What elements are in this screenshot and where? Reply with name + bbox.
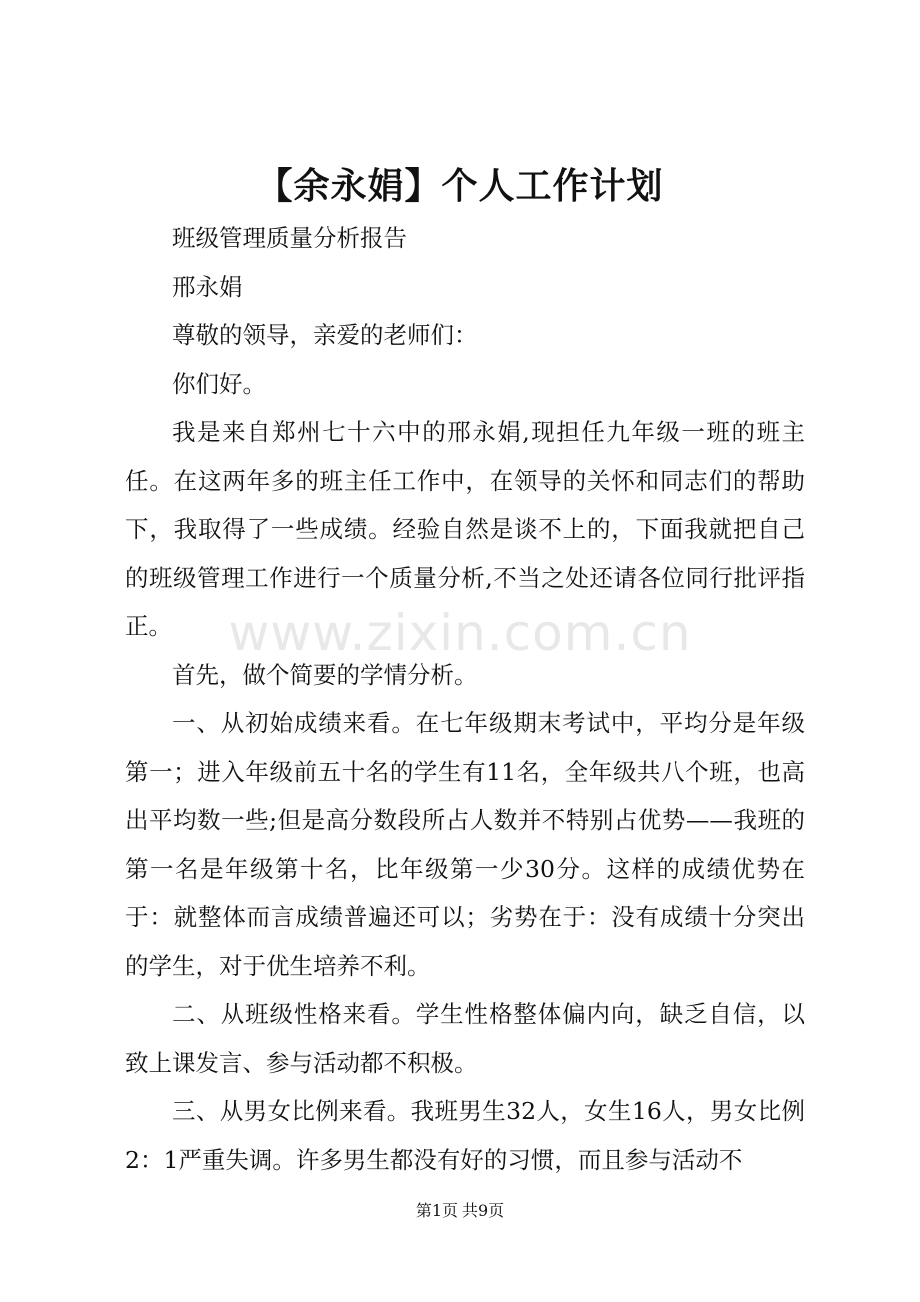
greeting: 你们好。 [172,369,266,398]
page-total: 共9页 [462,1201,505,1220]
page-number: 第1页 [415,1201,458,1220]
body-paragraph: 一、从初始成绩来看。在七年级期末考试中，平均分是年级第一；进入年级前五十名的学生有11名，全年级共八个班，也高出平均数一些;但是高分数段所占人数并不特别占优势——我班的第一名是年级第十名，比年级第一少30分。这样的成绩优势在于：就整体而言成绩普遍还可以；劣势在于：没有成绩十分突出的学生，对于优生培养不利。 [125,709,805,980]
document-title: 【余永娟】个人工作计划 [256,165,664,207]
body-paragraph: 三、从男女比例来看。我班男生32人，女生16人，男女比例2：1严重失调。许多男生都没有好的习惯，而且参与活动不 [125,1097,805,1174]
document-body [125,214,805,1184]
salutation: 尊敬的领导，亲爱的老师们： [172,321,478,349]
page-footer [0,1199,920,1223]
watermark: www.zixin.com.cn [228,604,692,662]
report-heading: 班级管理质量分析报告 [172,224,407,252]
body-paragraph: 二、从班级性格来看。学生性格整体偏内向，缺乏自信，以致上课发言、参与活动都不积极。 [125,1000,805,1077]
body-paragraph: 首先，做个简要的学情分析。 [172,660,478,689]
body-paragraph: 我是来自郑州七十六中的邢永娟,现担任九年级一班的班主任。在这两年多的班主任工作中，在领导的关怀和同志们的帮助下，我取得了一些成绩。经验自然是谈不上的，下面我就把自己的班级管理工作进行一个质量分析,不当之处还请各位同行批评指正。 [125,418,805,640]
author-name: 邢永娟 [172,272,243,301]
